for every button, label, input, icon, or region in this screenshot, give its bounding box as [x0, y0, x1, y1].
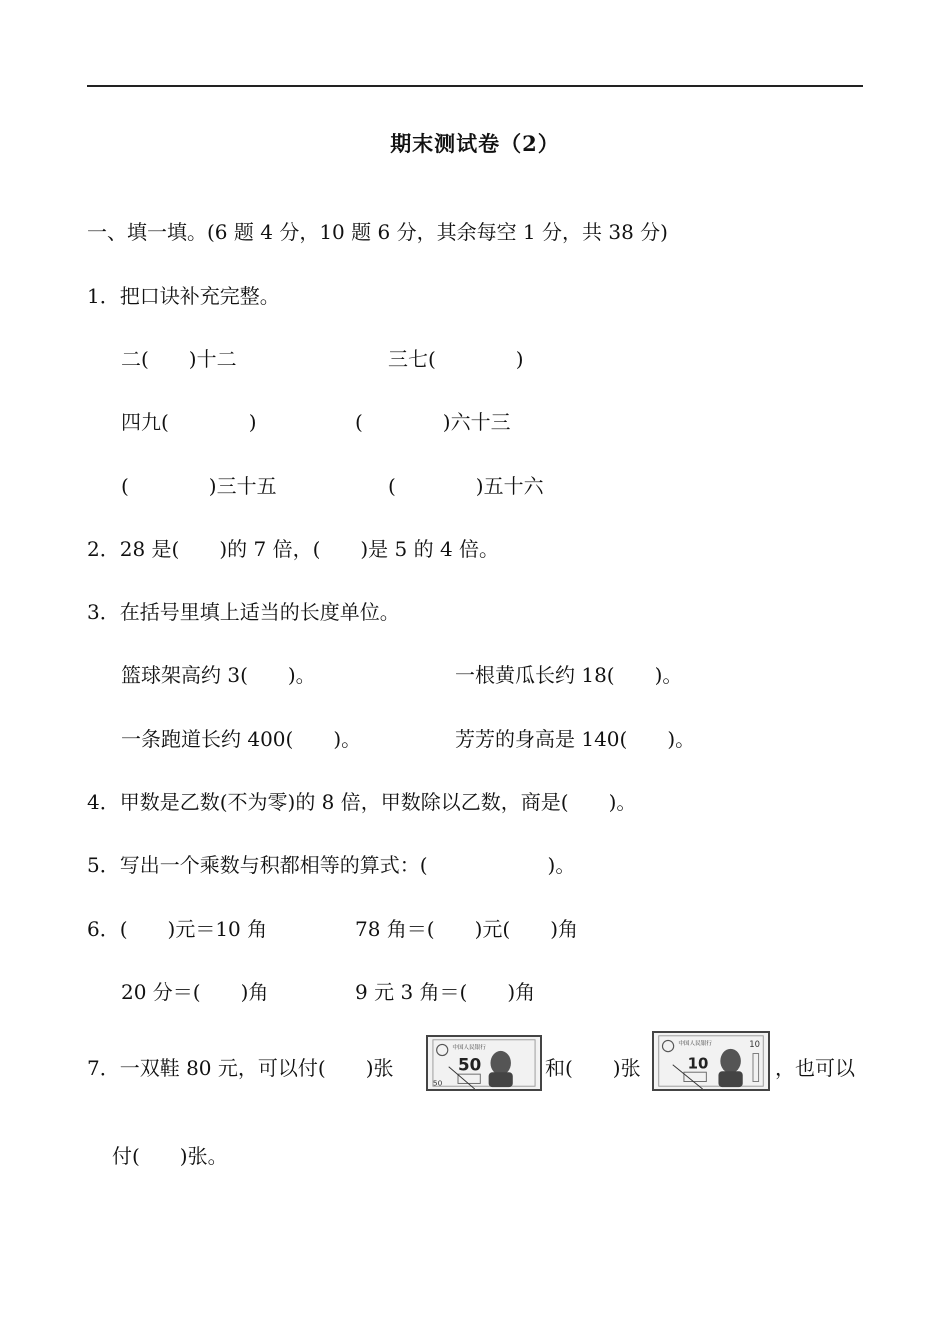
- bill1-denomination: 50: [458, 1054, 482, 1075]
- q2-prompt: 2．28 是( )的 7 倍，( )是 5 的 4 倍。: [87, 537, 500, 561]
- q1-item-5: ( )三十五: [121, 474, 277, 498]
- q4-prompt: 4．甲数是乙数(不为零)的 8 倍，甲数除以乙数，商是( )。: [87, 790, 637, 814]
- bill2-denomination: 10: [687, 1054, 709, 1073]
- q5-prompt: 5．写出一个乘数与积都相等的算式：( )。: [87, 853, 576, 877]
- q1-prompt: 1．把口诀补充完整。: [87, 284, 280, 308]
- q3-item-1: 篮球架高约 3( )。: [121, 663, 316, 687]
- q3-item-3: 一条跑道长约 400( )。: [121, 727, 362, 751]
- q7-part1: 7．一双鞋 80 元，可以付( )张: [87, 1056, 394, 1080]
- q3-prompt: 3．在括号里填上适当的长度单位。: [87, 600, 400, 624]
- q7-part3: ，也可以: [775, 1056, 855, 1080]
- q6-item-4: 9 元 3 角＝( )角: [355, 980, 536, 1004]
- q1-item-4: ( )六十三: [355, 410, 511, 434]
- page-title: 期末测试卷（2）: [390, 131, 560, 156]
- header-rule: [87, 85, 863, 87]
- bill2-corner-denomination: 10: [749, 1039, 760, 1049]
- bill1-bank-text: 中国人民银行: [452, 1045, 486, 1052]
- ten-yuan-bill-drawing: [654, 1033, 768, 1089]
- ten-yuan-bill-image: [652, 1031, 770, 1091]
- section1-heading: 一、填一填。(6 题 4 分，10 题 6 分，其余每空 1 分，共 38 分): [87, 220, 668, 244]
- q1-item-3: 四九( ): [121, 410, 257, 434]
- q3-item-4: 芳芳的身高是 140( )。: [455, 727, 696, 751]
- q1-item-6: ( )五十六: [388, 474, 544, 498]
- q6-item-1: 6．( )元＝10 角: [87, 917, 268, 941]
- q7-part2: 和( )张: [545, 1056, 641, 1080]
- bill2-bank-text: 中国人民银行: [678, 1041, 712, 1048]
- q1-item-2: 三七( ): [388, 347, 524, 371]
- q1-item-1: 二( )十二: [121, 347, 237, 371]
- q6-item-2: 78 角＝( )元( )角: [355, 917, 579, 941]
- q6-item-3: 20 分＝( )角: [121, 980, 269, 1004]
- fifty-yuan-bill-image: [426, 1035, 542, 1091]
- bill1-corner-denomination: 50: [432, 1078, 443, 1088]
- fifty-yuan-bill-drawing: [428, 1037, 540, 1089]
- q3-item-2: 一根黄瓜长约 18( )。: [455, 663, 683, 687]
- q7-part4: 付( )张。: [112, 1144, 228, 1168]
